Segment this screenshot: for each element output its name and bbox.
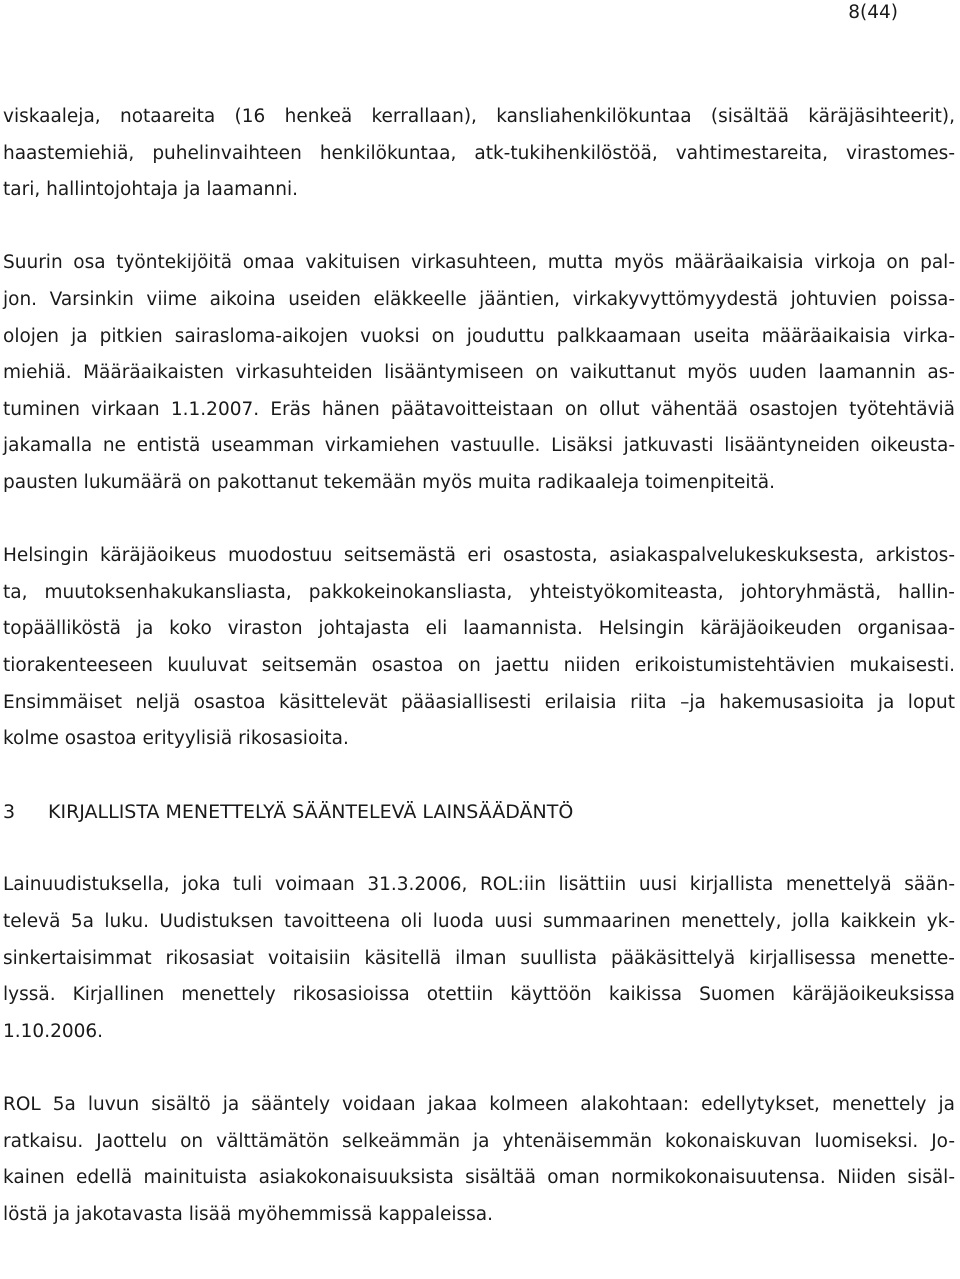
- text-line: televä 5a luku. Uudistuksen tavoitteena oli luoda uusi summaarinen menettely, jolla kaikkein yk-: [3, 911, 955, 933]
- text-line: tiorakenteeseen kuuluvat seitsemän osastoa on jaettu niiden erikoistumistehtävien mukaisesti.: [3, 654, 955, 676]
- text-line: lyssä. Kirjallinen menettely rikosasioissa otettiin käyttöön kaikissa Suomen käräjäoikeuksissa: [3, 984, 955, 1006]
- paragraph-spacer: [3, 758, 955, 795]
- paragraph-spacer: [3, 1050, 955, 1087]
- text-line: Ensimmäiset neljä osastoa käsittelevät pääasiallisesti erilaisia riita –ja hakemusasioita ja loput: [3, 691, 955, 713]
- text-line: ROL 5a luvun sisältö ja sääntely voidaan jakaa kolmeen alakohtaan: edellytykset, menettely ja: [3, 1094, 955, 1116]
- page-number: 8(44): [848, 2, 898, 23]
- text-line: jakamalla ne entistä useamman virkamiehen vastuulle. Lisäksi jatkuvasti lisääntyneiden oikeusta-: [3, 435, 955, 457]
- text-line: haastemiehiä, puhelinvaihteen henkilökuntaa, atk-tukihenkilöstöä, vahtimestareita, virastomes-: [3, 142, 955, 164]
- text-line: tuminen virkaan 1.1.2007. Eräs hänen päätavoitteistaan on ollut vähentää osastojen työtehtäviä: [3, 398, 955, 420]
- text-line: 1.10.2006.: [3, 1020, 104, 1042]
- text-line: olojen ja pitkien sairasloma-aikojen vuoksi on jouduttu palkkaamaan useita määräaikaisia virka-: [3, 325, 955, 347]
- text-line: topäälliköstä ja koko viraston johtajasta eli laamannista. Helsingin käräjäoikeuden organisaa-: [3, 618, 955, 640]
- text-line: ta, muutoksenhakukansliasta, pakkokeinokansliasta, yhteistyökomiteasta, johtoryhmästä, hallin-: [3, 581, 955, 603]
- text-line: viskaaleja, notaareita (16 henkeä kerrallaan), kansliahenkilökuntaa (sisältää käräjäsihteerit),: [3, 106, 955, 127]
- paragraph-spacer: [3, 209, 955, 246]
- text-line: kolme osastoa erityylisiä rikosasioita.: [3, 728, 349, 750]
- text-line: Lainuudistuksella, joka tuli voimaan 31.3.2006, ROL:iin lisättiin uusi kirjallista menettelyä sään-: [3, 874, 955, 896]
- text-line: tari, hallintojohtaja ja laamanni.: [3, 179, 299, 201]
- text-line: Suurin osa työntekijöitä omaa vakituisen virkasuhteen, mutta myös määräaikaisia virkoja on pal-: [3, 252, 955, 274]
- section-title: KIRJALLISTA MENETTELYÄ SÄÄNTELEVÄ LAINSÄÄDÄNTÖ: [48, 801, 574, 824]
- text-line: pausten lukumäärä on pakottanut tekemään myös muita radikaaleja toimenpiteitä.: [3, 471, 776, 493]
- text-line: sinkertaisimmat rikosasiat voitaisiin käsitellä ilman suullista pääkäsittelyä kirjallisessa menette-: [3, 947, 955, 969]
- paragraph-spacer: [3, 502, 955, 539]
- document-body: [3, 99, 955, 1233]
- paragraph-staff-list: [3, 99, 955, 209]
- section-number: 3: [3, 801, 16, 824]
- text-line: miehiä. Määräaikaisten virkasuhteiden lisääntymiseen on vaikuttanut myös uuden laamannin as-: [3, 362, 955, 384]
- text-line: kainen edellä mainituista asiakokonaisuuksista sisältää oman normikokonaisuutensa. Niiden sisäl-: [3, 1167, 955, 1189]
- paragraph-rol-5a: [3, 1087, 955, 1233]
- text-line: jon. Varsinkin viime aikoina useiden eläkkeelle jääntien, virkakyvyttömyydestä johtuvien poissa-: [3, 288, 955, 310]
- paragraph-employment: [3, 245, 955, 501]
- paragraph-spacer: [3, 831, 955, 868]
- text-line: löstä ja jakotavasta lisää myöhemmissä kappaleissa.: [3, 1203, 494, 1225]
- paragraph-law-reform: [3, 867, 955, 1050]
- paragraph-organization: [3, 538, 955, 758]
- text-line: ratkaisu. Jaottelu on välttämätön selkeämmän ja yhtenäisemmän kokonaiskuvan luomiseksi. Jo-: [3, 1130, 955, 1152]
- section-heading: [3, 794, 955, 831]
- text-line: Helsingin käräjäoikeus muodostuu seitsemästä eri osastosta, asiakaspalvelukeskuksesta, arkistos-: [3, 545, 955, 567]
